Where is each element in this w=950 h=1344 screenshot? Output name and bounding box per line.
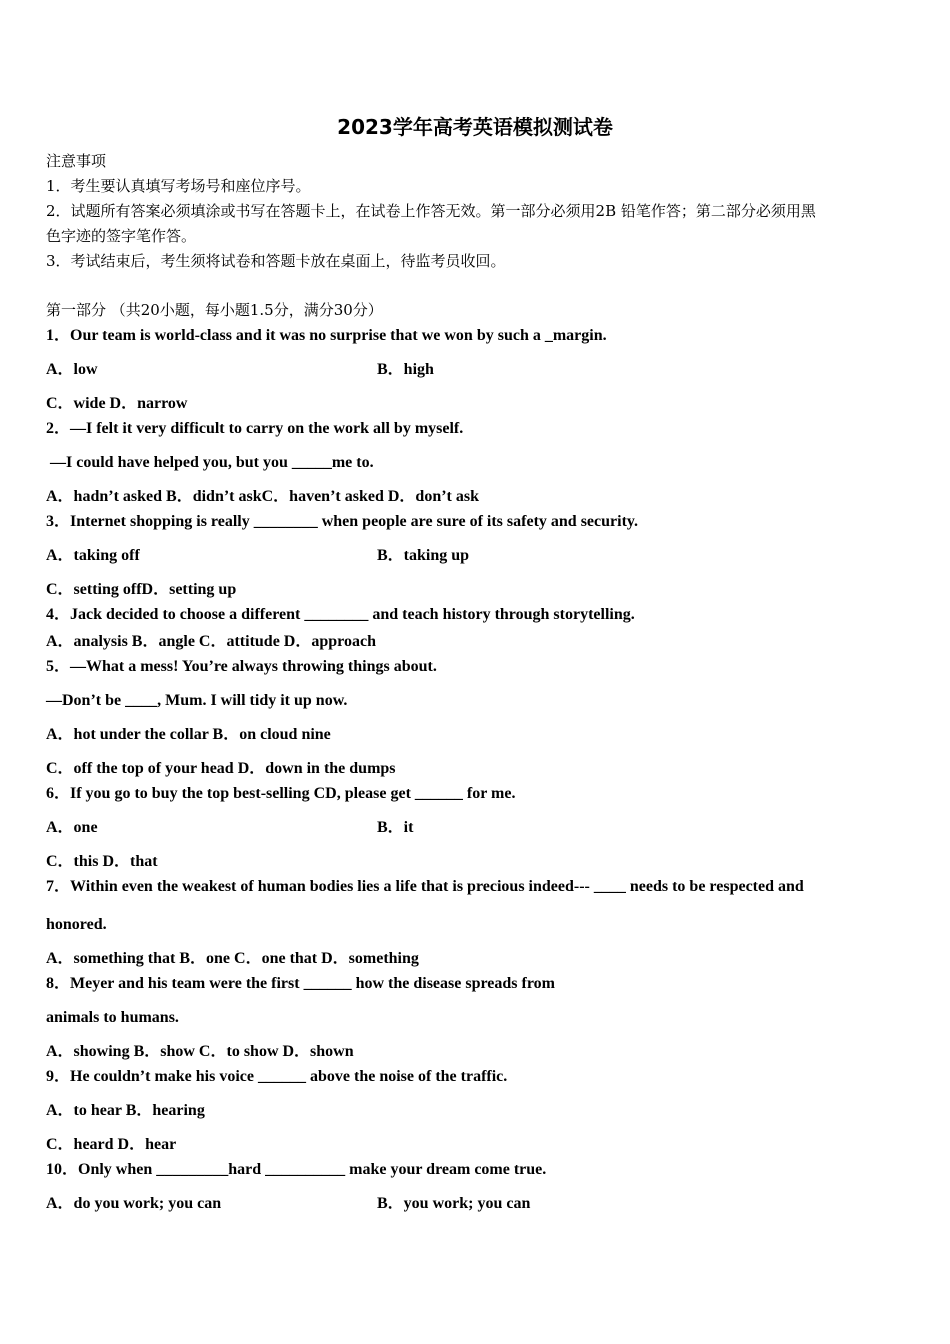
option-a: A．one [46,819,98,836]
question-stem-2: honored. [46,916,107,933]
question-stem-2: —Don’t be ____, Mum. I will tidy it up now. [46,692,348,709]
option-cd: C．heard D．hear [46,1136,177,1153]
notice-item: 2．试题所有答案必须填涂或书写在答题卡上，在试卷上作答无效。第一部分必须用2B 铅笔作答；第二部分必须用黑 [46,202,816,220]
options: A．analysis B．angle C．attitude D．approach [46,633,376,650]
option-a: A．low [46,361,98,378]
option-cd: C．setting offD．setting up [46,581,237,598]
question-stem: 8．Meyer and his team were the first ______ how the disease spreads from [46,975,555,992]
question-stem: 9．He couldn’t make his voice ______ above the noise of the traffic. [46,1068,508,1085]
question-stem-2: —I could have helped you, but you _____me to. [50,454,374,471]
notice-item: 1．考生要认真填写考场号和座位序号。 [46,177,311,195]
question-stem-2: animals to humans. [46,1009,179,1026]
page-title: 2023学年高考英语模拟测试卷 [337,115,613,139]
option-b: B．you work; you can [377,1195,531,1212]
option-cd: C．off the top of your head D．down in the dumps [46,760,396,777]
option-ab: A．to hear B．hearing [46,1102,205,1119]
question-stem: 10．Only when _________hard __________ make your dream come true. [46,1161,547,1178]
option-a: A．taking off [46,547,140,564]
option-a: A．do you work; you can [46,1195,222,1212]
question-stem: 2．—I felt it very difficult to carry on the work all by myself. [46,420,464,437]
question-stem: 6．If you go to buy the top best-selling CD, please get ______ for me. [46,785,516,802]
question-stem: 3．Internet shopping is really ________ when people are sure of its safety and security. [46,513,639,530]
notice-item: 色字迹的签字笔作答。 [46,227,197,245]
option-b: B．taking up [377,547,470,564]
question-stem: 4．Jack decided to choose a different ________ and teach history through storytelling. [46,606,635,623]
question-stem: 7．Within even the weakest of human bodies lies a life that is precious indeed--- ____ needs to be respected and [46,878,804,895]
notice-item: 3．考试结束后，考生须将试卷和答题卡放在桌面上，待监考员收回。 [46,252,506,270]
option-b: B．high [377,361,434,378]
question-stem: 5．—What a mess! You’re always throwing things about. [46,658,437,675]
option-b: B．it [377,819,414,836]
options: A．something that B．one C．one that D．something [46,950,419,967]
notice-heading: 注意事项 [46,152,107,170]
options: A．showing B．show C．to show D．shown [46,1043,354,1060]
option-cd: C．this D．that [46,853,158,870]
option-cd: C．wide D．narrow [46,395,188,412]
section-heading: 第一部分 （共20小题，每小题1.5分，满分30分） [46,301,383,319]
question-stem: 1．Our team is world-class and it was no surprise that we won by such a _margin. [46,327,607,344]
option-ab: A．hot under the collar B．on cloud nine [46,726,331,743]
options: A．hadn’t asked B．didn’t askC．haven’t asked D．don’t ask [46,488,479,505]
